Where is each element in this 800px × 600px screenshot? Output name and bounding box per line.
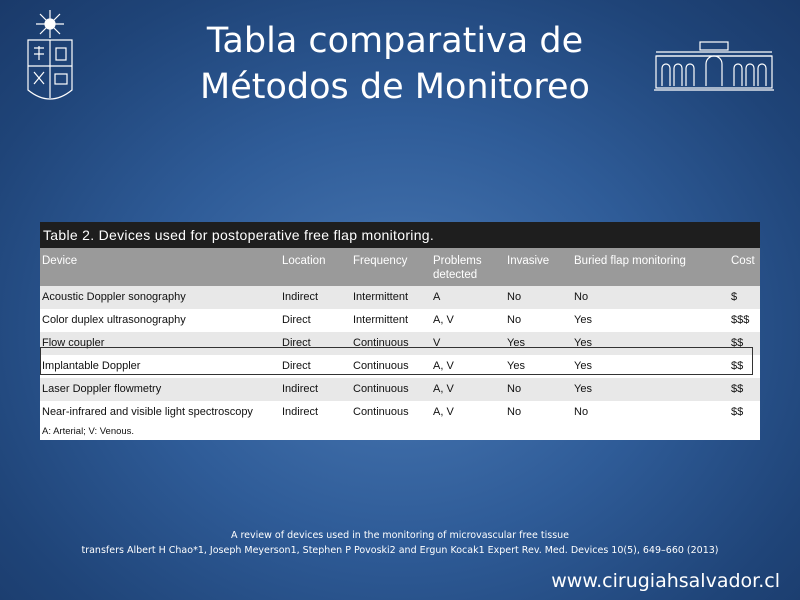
cell-cost: $	[731, 291, 738, 303]
title-line-1: Tabla comparativa de	[206, 21, 584, 61]
cell-invasive: Yes	[507, 360, 525, 372]
header-device: Device	[42, 255, 78, 267]
cell-invasive: No	[507, 314, 522, 326]
reference-line-2: transfers Albert H Chao*1, Joseph Meyerson1, Stephen P Povoski2 and Ergun Kocak1 Expert Rev. Med. Devices 10(5), 649–660 (2013)	[81, 545, 719, 556]
cell-location: Direct	[282, 360, 311, 372]
table-row	[40, 286, 760, 309]
cell-device: Implantable Doppler	[42, 360, 141, 372]
cell-cost: $$	[731, 383, 744, 395]
table-footnote: A: Arterial; V: Venous.	[42, 426, 135, 437]
header-problems-detected	[433, 254, 482, 282]
cell-location: Indirect	[282, 383, 319, 395]
header-cost: Cost	[731, 255, 755, 267]
table-row	[40, 401, 760, 424]
cell-location: Direct	[282, 314, 311, 326]
header-problems-line1: Problems	[433, 255, 482, 267]
cell-device: Near-infrared and visible light spectroscopy	[42, 406, 253, 418]
cell-device: Flow coupler	[42, 337, 105, 349]
cell-frequency: Continuous	[353, 360, 409, 372]
comparison-table	[40, 222, 760, 440]
cell-problems: A, V	[433, 360, 454, 372]
table-row	[40, 378, 760, 401]
table-header-row	[40, 248, 760, 286]
cell-buried: Yes	[574, 383, 592, 395]
cell-location: Indirect	[282, 291, 319, 303]
cell-frequency: Continuous	[353, 383, 409, 395]
cell-invasive: No	[507, 406, 522, 418]
cell-buried: Yes	[574, 314, 592, 326]
table-caption: Table 2. Devices used for postoperative free flap monitoring.	[40, 222, 760, 248]
cell-location: Indirect	[282, 406, 319, 418]
cell-problems: A, V	[433, 406, 454, 418]
cell-device: Acoustic Doppler sonography	[42, 291, 186, 303]
header-frequency: Frequency	[353, 255, 408, 267]
header-problems-line2: detected	[433, 269, 478, 281]
cell-device: Laser Doppler flowmetry	[42, 383, 162, 395]
university-crest-icon	[24, 10, 76, 110]
reference-line-1: A review of devices used in the monitoring of microvascular free tissue	[230, 530, 570, 541]
cell-problems: A	[433, 291, 441, 303]
slide-title	[160, 18, 630, 110]
cell-frequency: Continuous	[353, 406, 409, 418]
table-row	[40, 309, 760, 332]
cell-problems: A, V	[433, 314, 454, 326]
cell-buried: Yes	[574, 360, 592, 372]
cell-invasive: No	[507, 383, 522, 395]
cell-invasive: No	[507, 291, 522, 303]
cell-cost: $$	[731, 337, 744, 349]
cell-cost: $$$	[731, 314, 750, 326]
website-url: www.cirugiahsalvador.cl	[551, 570, 780, 592]
cell-device: Color duplex ultrasonography	[42, 314, 186, 326]
cell-buried: No	[574, 406, 589, 418]
header-buried-flap: Buried flap monitoring	[574, 255, 686, 267]
cell-cost: $$	[731, 360, 744, 372]
header-invasive: Invasive	[507, 255, 550, 267]
cell-invasive: Yes	[507, 337, 525, 349]
building-facade-icon	[654, 40, 774, 92]
cell-frequency: Intermittent	[353, 291, 409, 303]
cell-buried: Yes	[574, 337, 592, 349]
header-location: Location	[282, 255, 326, 267]
cell-problems: V	[433, 337, 441, 349]
cell-location: Direct	[282, 337, 311, 349]
row-highlight-box	[40, 347, 753, 375]
cell-cost: $$	[731, 406, 744, 418]
title-line-2: Métodos de Monitoreo	[200, 67, 590, 107]
cell-problems: A, V	[433, 383, 454, 395]
cell-frequency: Continuous	[353, 337, 409, 349]
cell-buried: No	[574, 291, 589, 303]
cell-frequency: Intermittent	[353, 314, 409, 326]
